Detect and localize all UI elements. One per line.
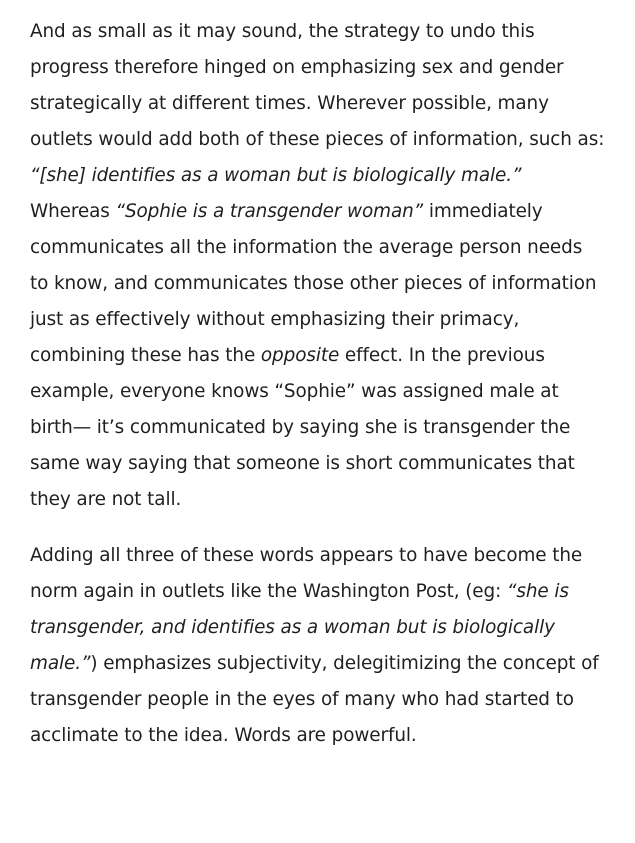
emphasis-run: opposite — [260, 345, 340, 366]
text-run: And as small as it may sound, the strategy to undo this progress therefore hinged on emphasizing sex and gender strategically at different times. Wherever possible, many outlets would add both of these pieces of information, such as: — [30, 21, 605, 150]
quote-run: “[she] identifies as a woman but is biologically male.” — [30, 165, 522, 186]
text-run: Whereas — [30, 201, 116, 222]
article-body — [30, 14, 605, 754]
text-run: immediately communicates all the information the average person needs to know, and communicates those other pieces of information just as effectively without emphasizing their primacy, combining these has the — [30, 201, 597, 366]
quote-run: “she is transgender, and identifies as a woman but is biologically male.” — [30, 581, 569, 674]
paragraph-1 — [30, 14, 605, 518]
quote-run: “Sophie is a transgender woman” — [115, 201, 424, 222]
text-run: effect. In the previous example, everyone knows “Sophie” was assigned male at birth— it’s communicated by saying she is transgender the same way saying that someone is short communicates that they are not tall. — [30, 345, 575, 510]
paragraph-2 — [30, 538, 605, 754]
text-run: ) emphasizes subjectivity, delegitimizing the concept of transgender people in the eyes of many who had started to acclimate to the idea. Words are powerful. — [30, 653, 599, 746]
text-run: Adding all three of these words appears to have become the norm again in outlets like the Washington Post, (eg: — [30, 545, 583, 602]
